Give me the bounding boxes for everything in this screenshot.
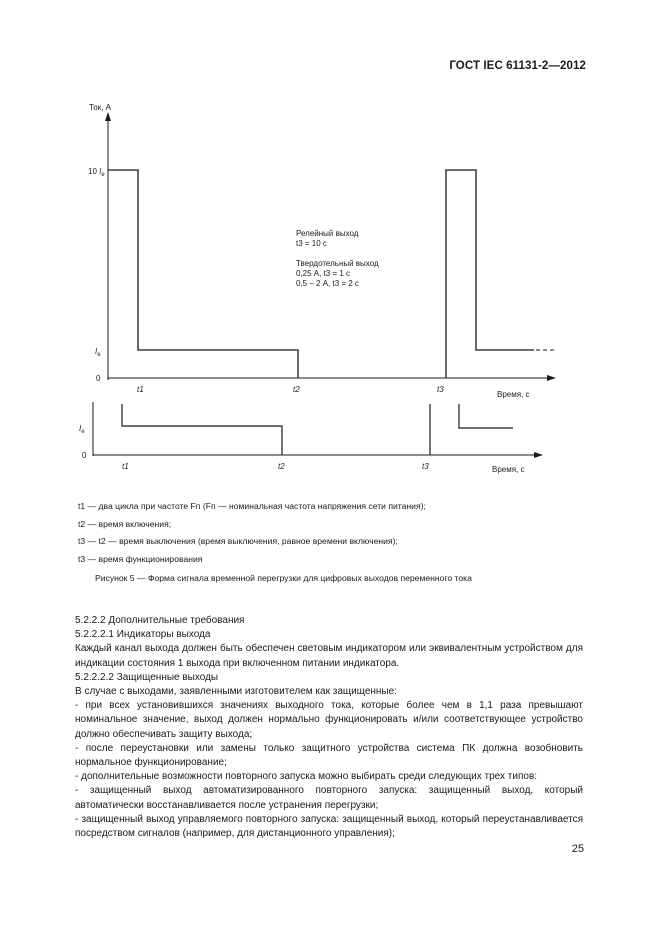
list-item: - защищенный выход управляемого повторного запуска: защищенный выход, который переустанавливается посредством сигналов (например, для дистанционного управления);	[75, 813, 583, 840]
bottom-y-tick-ie: $I_e$	[79, 424, 85, 435]
top-x-axis-arrow	[547, 375, 556, 381]
note-solid-title: Твердотельный выход	[296, 259, 379, 268]
note-solid-1: 0,25 А, t3 = 1 с	[296, 269, 351, 278]
figure-caption: Рисунок 5 — Форма сигнала временной перегрузки для цифровых выходов переменного тока	[95, 573, 472, 583]
legend-item: t1 — два цикла при частоте Fп (Fп — номинальная частота напряжения сети питания);	[78, 501, 426, 511]
body-text	[75, 614, 583, 841]
document-header: ГОСТ IEC 61131-2—2012	[449, 60, 586, 72]
paragraph: Каждый канал выхода должен быть обеспечен световым индикатором или эквивалентным устройством для индикации состояния 1 выхода при включенном питании индикатора.	[75, 643, 583, 669]
legend-item: t3 — t2 — время выключения (время выключения, равное времени включения);	[78, 536, 398, 546]
paragraph: В случае с выходами, заявленными изготовителем как защищенные:	[75, 686, 397, 698]
subsection-heading: 5.2.2.2.1 Индикаторы выхода	[75, 629, 211, 641]
top-y-tick-ie: $I_e$	[95, 347, 101, 358]
list-item: - после переустановки или замены только защитного устройства система ПК должна возобновить нормальное функционирование;	[75, 742, 583, 769]
section-heading: 5.2.2.2 Дополнительные требования	[75, 615, 245, 626]
subsection-heading: 5.2.2.2.2 Защищенные выходы	[75, 671, 219, 683]
top-x-tick-t2: t2	[293, 385, 300, 394]
top-graph	[88, 103, 556, 399]
top-waveform-pulse-1	[108, 170, 298, 378]
top-y-tick-zero: 0	[96, 374, 101, 383]
list-item: - при всех установившихся значениях выходного тока, которые более чем в 1,1 раза превышают номинальное значение, выход должен нормально функционировать и/или соответствующее устройство должно обеспечивать защиту выхода;	[75, 700, 583, 740]
bottom-y-tick-zero: 0	[82, 451, 87, 460]
bottom-x-tick-t2: t2	[278, 462, 285, 471]
legend-item: t2 — время включения;	[78, 518, 172, 529]
bottom-graph	[79, 402, 543, 474]
top-x-tick-t1: t1	[137, 385, 144, 394]
bottom-x-axis-label: Время, с	[492, 465, 525, 474]
top-y-tick-10ie: 10 $I_e$	[88, 167, 105, 178]
note-relay-title: Релейный выход	[296, 229, 359, 238]
page-number: 25	[571, 843, 584, 855]
bottom-x-tick-t1: t1	[122, 462, 129, 471]
list-item: - защищенный выход автоматизированного повторного запуска: защищенный выход, который автоматически восстанавливается после устранения перегрузки;	[75, 785, 583, 811]
bottom-x-tick-t3: t3	[422, 462, 429, 471]
top-waveform-pulse-2	[446, 170, 534, 378]
bottom-waveform-2	[459, 404, 513, 428]
top-x-axis-label: Время, с	[497, 390, 530, 399]
bottom-waveform-1	[122, 404, 282, 455]
top-x-tick-t3: t3	[437, 385, 444, 394]
note-relay-t3: t3 = 10 с	[296, 239, 327, 248]
top-y-axis-arrow	[105, 112, 111, 121]
top-y-axis-label: Ток, А	[89, 103, 111, 112]
figure-legend	[78, 498, 426, 568]
legend-item: t3 — время функционирования	[78, 553, 203, 564]
list-item: - дополнительные возможности повторного запуска можно выбирать среди следующих трех типов:	[75, 771, 538, 783]
bottom-x-axis-arrow	[534, 452, 543, 458]
note-solid-2: 0,5 – 2 А, t3 = 2 с	[296, 279, 359, 288]
